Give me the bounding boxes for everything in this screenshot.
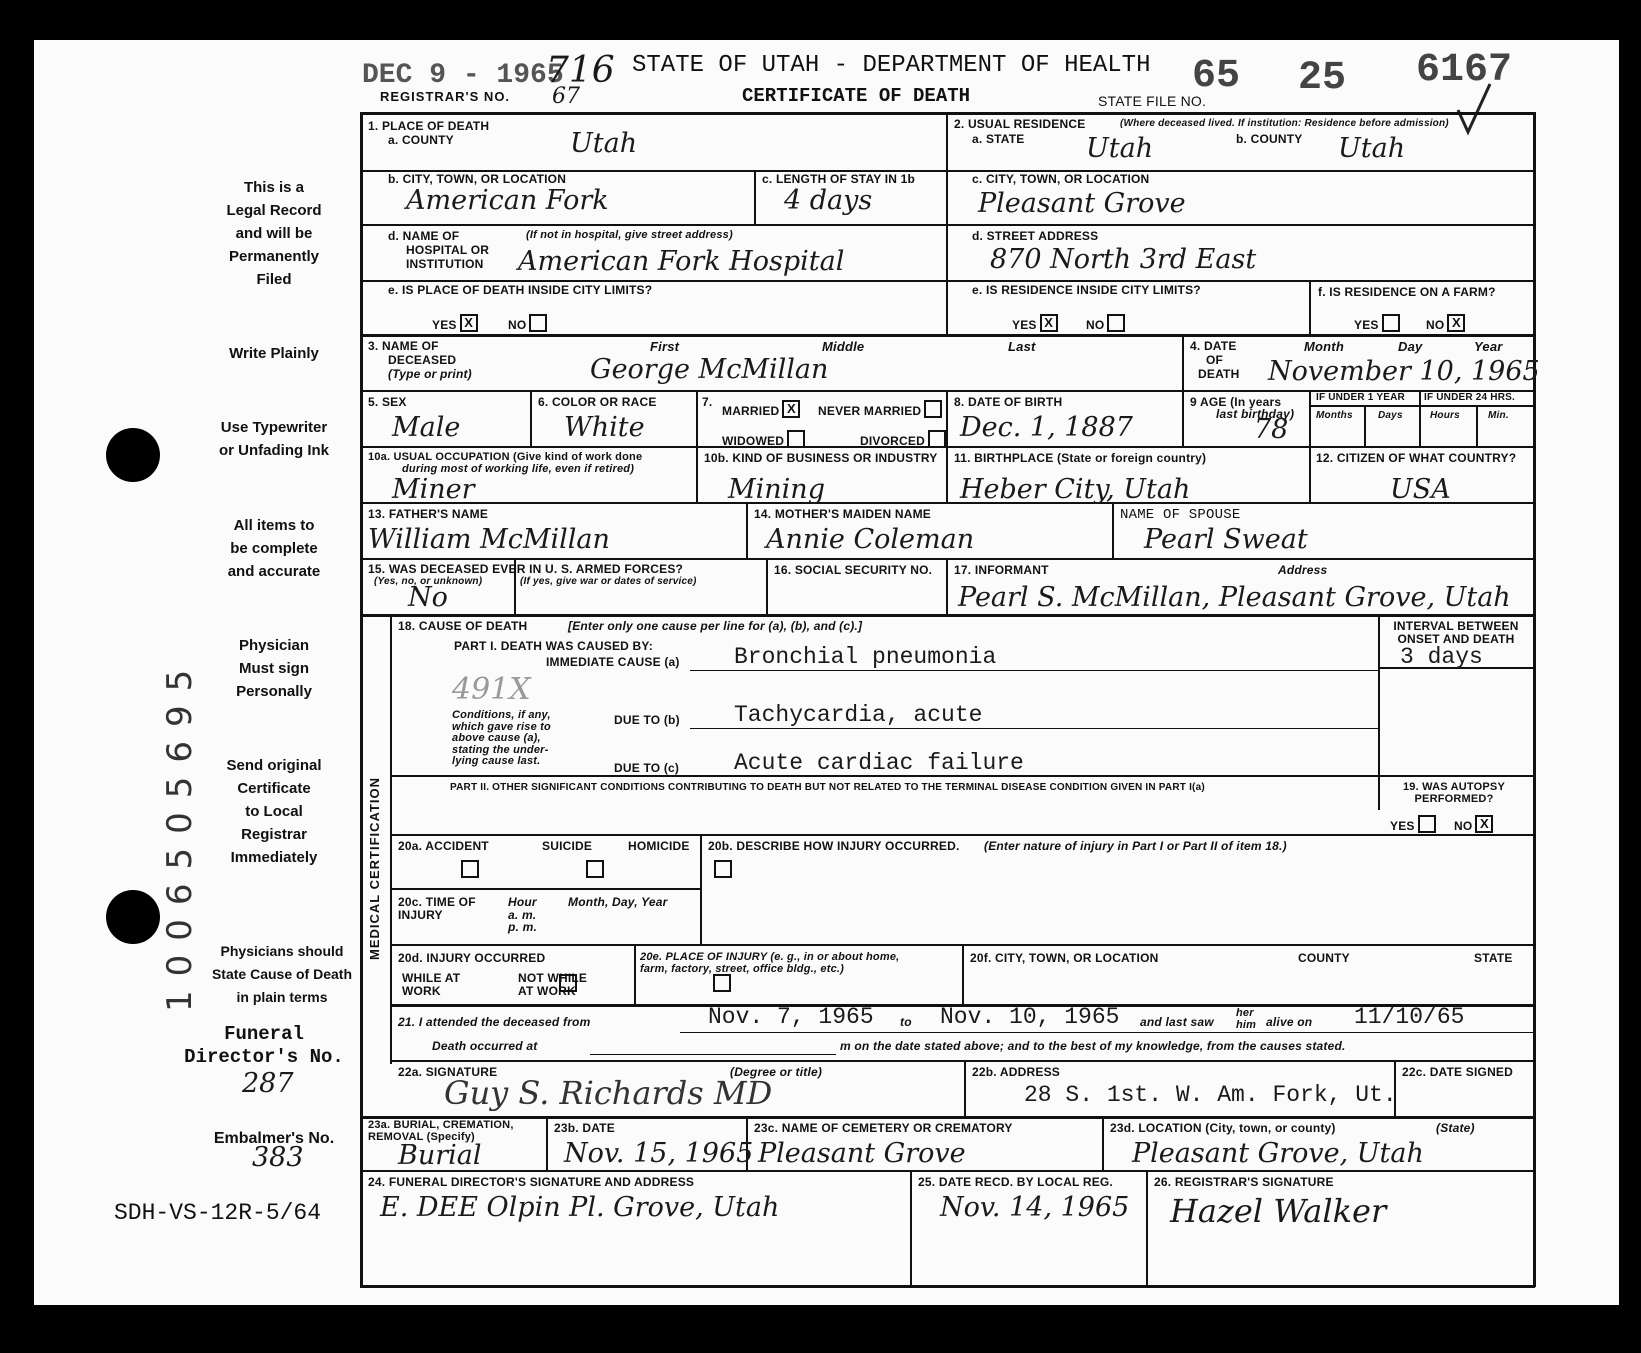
her-him-label: her him (1236, 1007, 1257, 1031)
burial-date-value: Nov. 15, 1965 (564, 1138, 754, 1169)
place-of-death-label: 1. PLACE OF DEATH (368, 119, 490, 133)
autopsy-yes[interactable]: YES (1390, 815, 1436, 833)
sex-label: 5. SEX (368, 395, 407, 409)
date-of-death-label-3: DEATH (1198, 367, 1240, 381)
autopsy-label: 19. WAS AUTOPSY PERFORMED? (1402, 781, 1506, 805)
cause-c-value: Acute cardiac failure (734, 750, 1024, 776)
citizen-value: USA (1390, 474, 1451, 505)
residence-street-value: 870 North 3rd East (990, 244, 1257, 275)
signature-label: 22a. SIGNATURE (398, 1065, 498, 1079)
middle-name-label: Middle (822, 339, 865, 354)
suicide-label: SUICIDE (542, 839, 593, 853)
residence-city-value: Pleasant Grove (978, 188, 1186, 219)
place-of-injury-label: 20e. PLACE OF INJURY (e. g., in or about home, farm, factory, street, office bldg., etc.) (640, 951, 900, 975)
physician-signature: Guy S. Richards MD (444, 1074, 773, 1112)
burial-state-label: (State) (1436, 1121, 1475, 1135)
suicide-checkbox-icon[interactable] (586, 860, 604, 878)
farm-no[interactable]: NOX (1426, 314, 1465, 332)
age-label-2: last birthday) (1216, 407, 1295, 421)
age-label-1: 9 AGE (In years (1190, 395, 1282, 409)
armed-forces-label: 15. WAS DECEASED EVER IN U. S. ARMED FORCES? (368, 562, 684, 576)
checkbox-icon[interactable] (787, 430, 805, 448)
due-to-c-label: DUE TO (c) (614, 761, 680, 775)
burial-location-value: Pleasant Grove, Utah (1132, 1138, 1424, 1169)
to-label: to (900, 1015, 912, 1029)
typewriter-note: Use Typewriter or Unfading Ink (219, 419, 329, 459)
days-label: Days (1378, 410, 1403, 421)
armed-forces-note-1: (Yes, no, or unknown) (374, 576, 483, 587)
serial-number: 1006505695 (160, 655, 200, 1012)
part2-label: PART II. OTHER SIGNIFICANT CONDITIONS CONTRIBUTING TO DEATH BUT NOT RELATED TO THE TERMINAL DISEASE CONDITION GIVEN IN PART I(a) (450, 782, 1205, 793)
burial-location-label: 23d. LOCATION (City, town, or county) (1110, 1121, 1336, 1135)
last-saw-label: and last saw (1140, 1015, 1214, 1029)
punch-hole-bottom (106, 890, 160, 944)
registrars-no: 716 (546, 50, 615, 91)
write-plainly-note: Write Plainly (229, 345, 319, 362)
checkbox-icon[interactable] (928, 430, 946, 448)
attended-label: 21. I attended the deceased from (398, 1015, 591, 1029)
checkbox-icon[interactable] (1107, 314, 1125, 332)
death-occurred-rest: m on the date stated above; and to the best of my knowledge, from the causes stated. (840, 1039, 1346, 1053)
citizen-label: 12. CITIZEN OF WHAT COUNTRY? (1316, 451, 1517, 465)
death-city-value: American Fork (406, 185, 609, 216)
checkbox-checked-icon[interactable] (1475, 815, 1493, 833)
state-file-number-a: 65 (1192, 54, 1241, 99)
checkbox-checked-icon[interactable] (1040, 314, 1058, 332)
checkbox-icon[interactable] (1418, 815, 1436, 833)
checkmark-icon (1454, 80, 1494, 140)
state-file-number-c: 6167 (1416, 48, 1513, 93)
physician-address-label: 22b. ADDRESS (972, 1065, 1060, 1079)
hospital-label-2: HOSPITAL OR (406, 243, 490, 257)
burial-label: 23a. BURIAL, CREMATION, REMOVAL (Specify) (368, 1119, 514, 1143)
residence-state-value: Utah (1086, 133, 1154, 164)
residence-county-value: Utah (1338, 133, 1406, 164)
divorced-option[interactable]: DIVORCED (860, 430, 946, 448)
checkbox-icon[interactable] (529, 314, 547, 332)
hour-label: Hour a. m. p. m. (508, 895, 538, 935)
death-county-label: a. COUNTY (388, 133, 454, 147)
under-24-hrs-label: IF UNDER 24 HRS. (1424, 392, 1515, 403)
funeral-director-label: 24. FUNERAL DIRECTOR'S SIGNATURE AND ADDRESS (368, 1175, 695, 1189)
registrar-signature-label: 26. REGISTRAR'S SIGNATURE (1154, 1175, 1334, 1189)
certificate-title: CERTIFICATE OF DEATH (742, 85, 971, 107)
cemetery-label: 23c. NAME OF CEMETERY OR CREMATORY (754, 1121, 1013, 1135)
checkbox-icon[interactable] (924, 400, 942, 418)
residence-inside-limits-no[interactable]: NO (1086, 314, 1125, 332)
spouse-value: Pearl Sweat (1144, 524, 1308, 555)
residence-county-label: b. COUNTY (1236, 132, 1303, 146)
deceased-name-label-2: DECEASED (388, 353, 457, 367)
death-occurred-label: Death occurred at (432, 1039, 538, 1053)
injury-state-label: STATE (1474, 951, 1513, 965)
length-of-stay-label: c. LENGTH OF STAY IN 1b (762, 172, 916, 186)
registrars-no-extra: 67 (552, 84, 580, 109)
birthplace-label: 11. BIRTHPLACE (State or foreign country) (954, 451, 1207, 465)
burial-value: Burial (398, 1140, 482, 1171)
date-of-birth-label: 8. DATE OF BIRTH (954, 395, 1063, 409)
funeral-director-no-label: Funeral Director's No. (184, 1023, 344, 1068)
birthplace-value: Heber City, Utah (960, 474, 1191, 505)
death-inside-limits-label: e. IS PLACE OF DEATH INSIDE CITY LIMITS? (388, 283, 653, 297)
residence-inside-limits-yes[interactable]: YESX (1012, 314, 1058, 332)
deceased-name-label-3: (Type or print) (388, 367, 472, 381)
not-while-at-work-checkbox-icon[interactable] (713, 974, 731, 992)
under-1-year-label: IF UNDER 1 YEAR (1316, 392, 1405, 403)
physicians-state-cause-note: Physicians should State Cause of Death in plain terms (211, 943, 353, 1005)
attended-to-value: Nov. 10, 1965 (940, 1004, 1120, 1030)
part1-label: PART I. DEATH WAS CAUSED BY: (454, 639, 653, 653)
death-certificate-page (34, 40, 1619, 1305)
received-date-stamp: DEC 9 - 1965 (362, 60, 564, 91)
hospital-note: (If not in hospital, give street address) (526, 229, 733, 241)
months-label: Months (1316, 410, 1353, 421)
injury-county-label: COUNTY (1298, 951, 1350, 965)
classification-code: 491X (452, 672, 531, 707)
date-received-value: Nov. 14, 1965 (940, 1192, 1130, 1223)
mother-value: Annie Coleman (766, 524, 975, 555)
year-label: Year (1474, 339, 1503, 354)
death-inside-limits-no[interactable]: NO (508, 314, 547, 332)
death-county-value: Utah (570, 128, 638, 159)
length-of-stay-value: 4 days (784, 185, 873, 216)
cause-a-value: Bronchial pneumonia (734, 644, 997, 670)
death-inside-limits-yes[interactable]: YESX (432, 314, 478, 332)
state-file-number-b: 25 (1298, 56, 1347, 101)
never-married-option[interactable]: NEVER MARRIED (818, 400, 942, 418)
residence-city-label: c. CITY, TOWN, OR LOCATION (972, 172, 1150, 186)
month-label: Month (1304, 339, 1344, 354)
funeral-director-no: 287 (242, 1068, 294, 1099)
business-label: 10b. KIND OF BUSINESS OR INDUSTRY (704, 451, 938, 465)
medical-certification-side-label: MEDICAL CERTIFICATION (367, 776, 382, 960)
date-of-death-value: November 10, 1965 (1268, 356, 1540, 387)
occupation-label-2: during most of working life, even if retired) (402, 463, 635, 475)
funeral-director-signature: E. DEE Olpin Pl. Grove, Utah (380, 1192, 780, 1223)
immediate-cause-label: IMMEDIATE CAUSE (a) (546, 655, 680, 669)
accident-checkbox-icon[interactable] (461, 860, 479, 878)
complete-accurate-note: All items to be complete and accurate (227, 517, 321, 580)
widowed-option[interactable]: WIDOWED (722, 430, 805, 448)
date-of-death-label-2: OF (1206, 353, 1224, 367)
residence-note: (Where deceased lived. If institution: Residence before admission) (1120, 118, 1449, 129)
marital-label: 7. (702, 395, 713, 409)
checkbox-checked-icon[interactable] (782, 400, 800, 418)
alive-on-value: 11/10/65 (1354, 1004, 1465, 1030)
first-name-label: First (650, 339, 680, 354)
date-received-label: 25. DATE RECD. BY LOCAL REG. (918, 1175, 1113, 1189)
informant-label: 17. INFORMANT (954, 563, 1049, 577)
deceased-name-label-1: 3. NAME OF (368, 339, 439, 353)
form-code: SDH-VS-12R-5/64 (114, 1200, 322, 1226)
armed-forces-note-2: (If yes, give war or dates of service) (520, 576, 697, 587)
occupation-value: Miner (392, 474, 475, 505)
married-option[interactable]: MARRIEDX (722, 400, 800, 418)
hospital-label-3: INSTITUTION (406, 257, 484, 271)
while-at-work-label: WHILE AT WORK (402, 971, 461, 998)
occupation-label-1: 10a. USUAL OCCUPATION (Give kind of work done (368, 451, 643, 463)
time-of-injury-label: 20c. TIME OF INJURY (398, 895, 476, 922)
degree-label: (Degree or title) (730, 1065, 823, 1079)
due-to-b-label: DUE TO (b) (614, 713, 680, 727)
checkbox-checked-icon[interactable] (1447, 314, 1465, 332)
state-department-title: STATE OF UTAH - DEPARTMENT OF HEALTH (632, 52, 1151, 79)
age-value: 78 (1254, 414, 1289, 445)
injury-description-label: 20b. DESCRIBE HOW INJURY OCCURRED. (708, 839, 960, 853)
date-of-birth-value: Dec. 1, 1887 (960, 412, 1133, 443)
ssn-label: 16. SOCIAL SECURITY NO. (774, 563, 933, 577)
residence-inside-limits-label: e. IS RESIDENCE INSIDE CITY LIMITS? (972, 283, 1201, 297)
burial-date-label: 23b. DATE (554, 1121, 615, 1135)
cause-of-death-label: 18. CAUSE OF DEATH (398, 619, 528, 633)
deceased-name-value: George McMillan (590, 354, 829, 385)
day-label: Day (1398, 339, 1423, 354)
physician-sign-note: Physician Must sign Personally (236, 637, 312, 700)
state-file-label: STATE FILE NO. (1098, 93, 1207, 109)
father-label: 13. FATHER'S NAME (368, 507, 489, 521)
embalmer-no-label: Embalmer's No. (213, 1130, 335, 1147)
armed-forces-value: No (408, 582, 448, 613)
min-label: Min. (1488, 410, 1509, 421)
race-value: White (564, 412, 645, 443)
sex-value: Male (392, 412, 461, 443)
father-value: William McMillan (368, 524, 610, 555)
spouse-label: NAME OF SPOUSE (1120, 507, 1241, 523)
registrars-no-label: REGISTRAR'S NO. (380, 89, 511, 104)
registrar-signature: Hazel Walker (1170, 1192, 1387, 1230)
legal-record-note: This is a Legal Record and will be Permanently Filed (226, 179, 322, 288)
embalmer-no: 383 (252, 1142, 304, 1173)
homicide-checkbox-icon[interactable] (714, 860, 732, 878)
accident-label: 20a. ACCIDENT (398, 839, 489, 853)
date-signed-label: 22c. DATE SIGNED (1402, 1065, 1514, 1079)
injury-occurred-label: 20d. INJURY OCCURRED (398, 951, 546, 965)
last-name-label: Last (1008, 339, 1036, 354)
physician-address-value: 28 S. 1st. W. Am. Fork, Ut. (1024, 1082, 1397, 1108)
interval-value: 3 days (1400, 644, 1483, 670)
informant-value: Pearl S. McMillan, Pleasant Grove, Utah (958, 582, 1511, 613)
hospital-label-1: d. NAME OF (388, 229, 460, 243)
farm-yes[interactable]: YES (1354, 314, 1400, 332)
alive-on-label: alive on (1266, 1015, 1313, 1029)
death-city-label: b. CITY, TOWN, OR LOCATION (388, 172, 567, 186)
cause-b-value: Tachycardia, acute (734, 702, 983, 728)
attended-from-value: Nov. 7, 1965 (708, 1004, 874, 1030)
injury-city-label: 20f. CITY, TOWN, OR LOCATION (970, 951, 1159, 965)
send-original-note: Send original Certificate to Local Registrar Immediately (226, 757, 322, 866)
date-of-death-label-1: 4. DATE (1190, 339, 1237, 353)
punch-hole-top (106, 428, 160, 482)
not-while-at-work-label: NOT WHILE AT WORK (518, 971, 588, 998)
month-day-year-label: Month, Day, Year (568, 895, 668, 909)
injury-description-note: (Enter nature of injury in Part I or Part II of item 18.) (984, 839, 1287, 853)
interval-label: INTERVAL BETWEEN ONSET AND DEATH (1393, 619, 1519, 646)
conditions-note: Conditions, if any, which gave rise to above cause (a), stating the under- lying cause last. (452, 709, 551, 768)
residence-state-label: a. STATE (972, 132, 1025, 146)
mother-label: 14. MOTHER'S MAIDEN NAME (754, 507, 932, 521)
hours-label: Hours (1430, 410, 1460, 421)
business-value: Mining (728, 474, 825, 505)
checkbox-checked-icon[interactable] (460, 314, 478, 332)
informant-address-label: Address (1278, 563, 1328, 577)
autopsy-no[interactable]: NOX (1454, 815, 1493, 833)
cemetery-value: Pleasant Grove (758, 1138, 966, 1169)
residence-label: 2. USUAL RESIDENCE (954, 117, 1086, 131)
residence-street-label: d. STREET ADDRESS (972, 229, 1099, 243)
homicide-label: HOMICIDE (628, 839, 690, 853)
race-label: 6. COLOR OR RACE (538, 395, 657, 409)
checkbox-icon[interactable] (1382, 314, 1400, 332)
hospital-value: American Fork Hospital (518, 246, 845, 277)
farm-label: f. IS RESIDENCE ON A FARM? (1318, 285, 1496, 299)
cause-of-death-note: [Enter only one cause per line for (a), (b), and (c).] (568, 619, 863, 633)
